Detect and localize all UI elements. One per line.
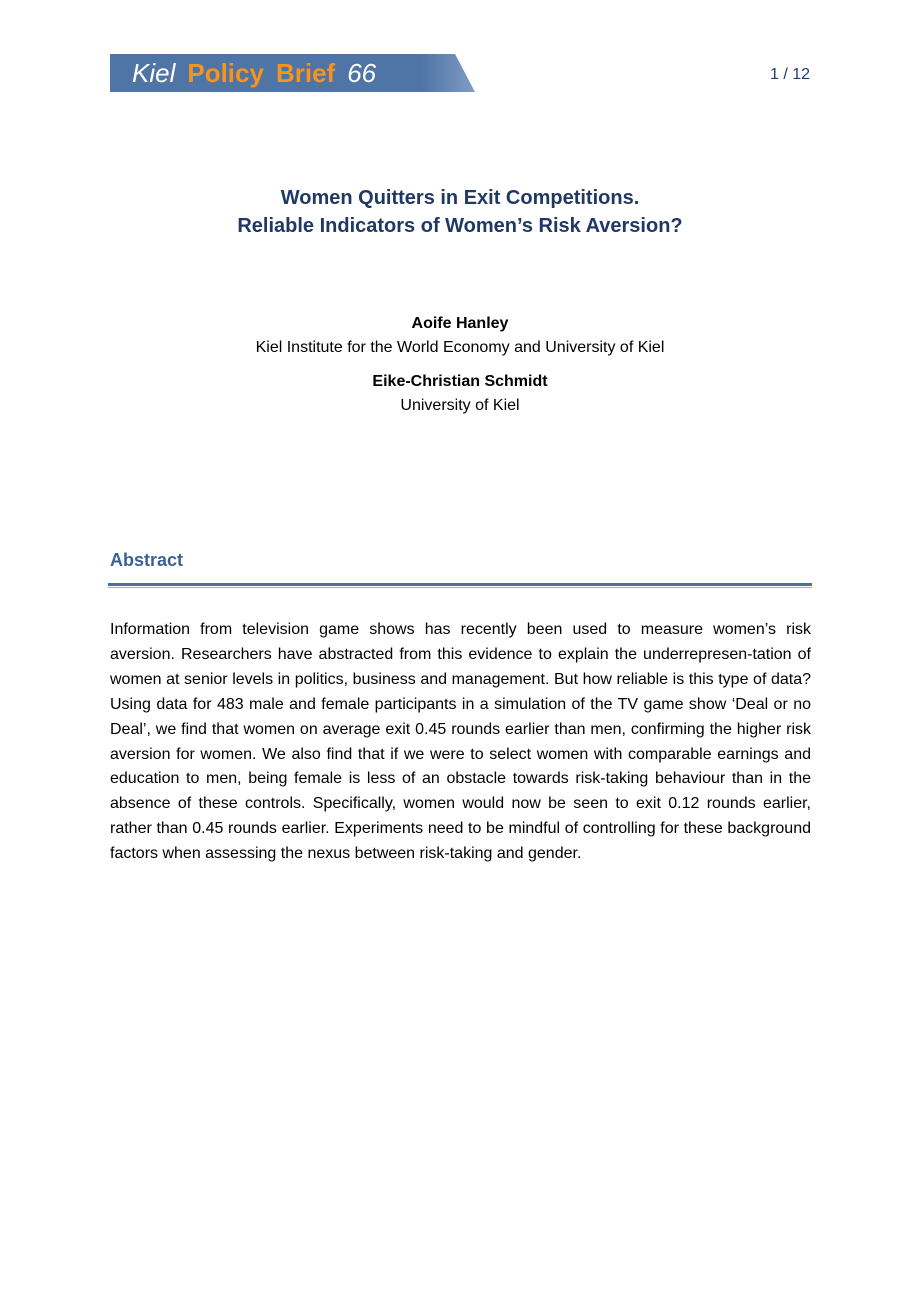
author-name: Eike-Christian Schmidt (372, 373, 548, 390)
author-affiliation: Kiel Institute for the World Economy and University of Kiel (255, 339, 665, 356)
author-name: Aoife Hanley (411, 315, 509, 332)
author-block (110, 312, 810, 360)
brief-number: 66 (347, 58, 377, 88)
brand-word-policy: Policy (187, 58, 264, 88)
brand-word-kiel: Kiel (132, 58, 176, 88)
banner-title (132, 57, 376, 89)
paper-title (110, 184, 810, 240)
kiel-policy-brief-banner (110, 54, 475, 92)
author-block (110, 370, 810, 418)
paper-title-line1: Women Quitters in Exit Competitions. (280, 187, 640, 209)
author-affiliation: University of Kiel (400, 397, 520, 414)
abstract-heading: Abstract (110, 550, 184, 570)
section-divider (108, 583, 812, 586)
paper-title-line2: Reliable Indicators of Women’s Risk Aversion? (237, 215, 683, 237)
page-indicator: 1 / 12 (769, 66, 810, 83)
section-divider-thin (108, 587, 812, 588)
brand-word-brief: Brief (275, 58, 336, 88)
abstract-body: Information from television game shows has recently been used to measure women’s risk aversion. Researchers have abstracted from this evidence to explain the underrepresen-tation of women at senior levels in politics, business and management. But how reliable is this type of data? Using data for 483 male and female participants in a simulation of the TV game show ‘Deal or no Deal’, we find that women on average exit 0.45 rounds earlier than men, confirming the higher risk aversion for women. We also find that if we were to select women with comparable earnings and education to men, being female is less of an obstacle towards risk-taking behaviour than in the absence of these controls. Specifically, women would now be seen to exit 0.12 rounds earlier, rather than 0.45 rounds earlier. Experiments need to be mindful of controlling for these background factors when assessing the nexus between risk-taking and gender. (110, 621, 811, 863)
author-list (110, 312, 810, 418)
